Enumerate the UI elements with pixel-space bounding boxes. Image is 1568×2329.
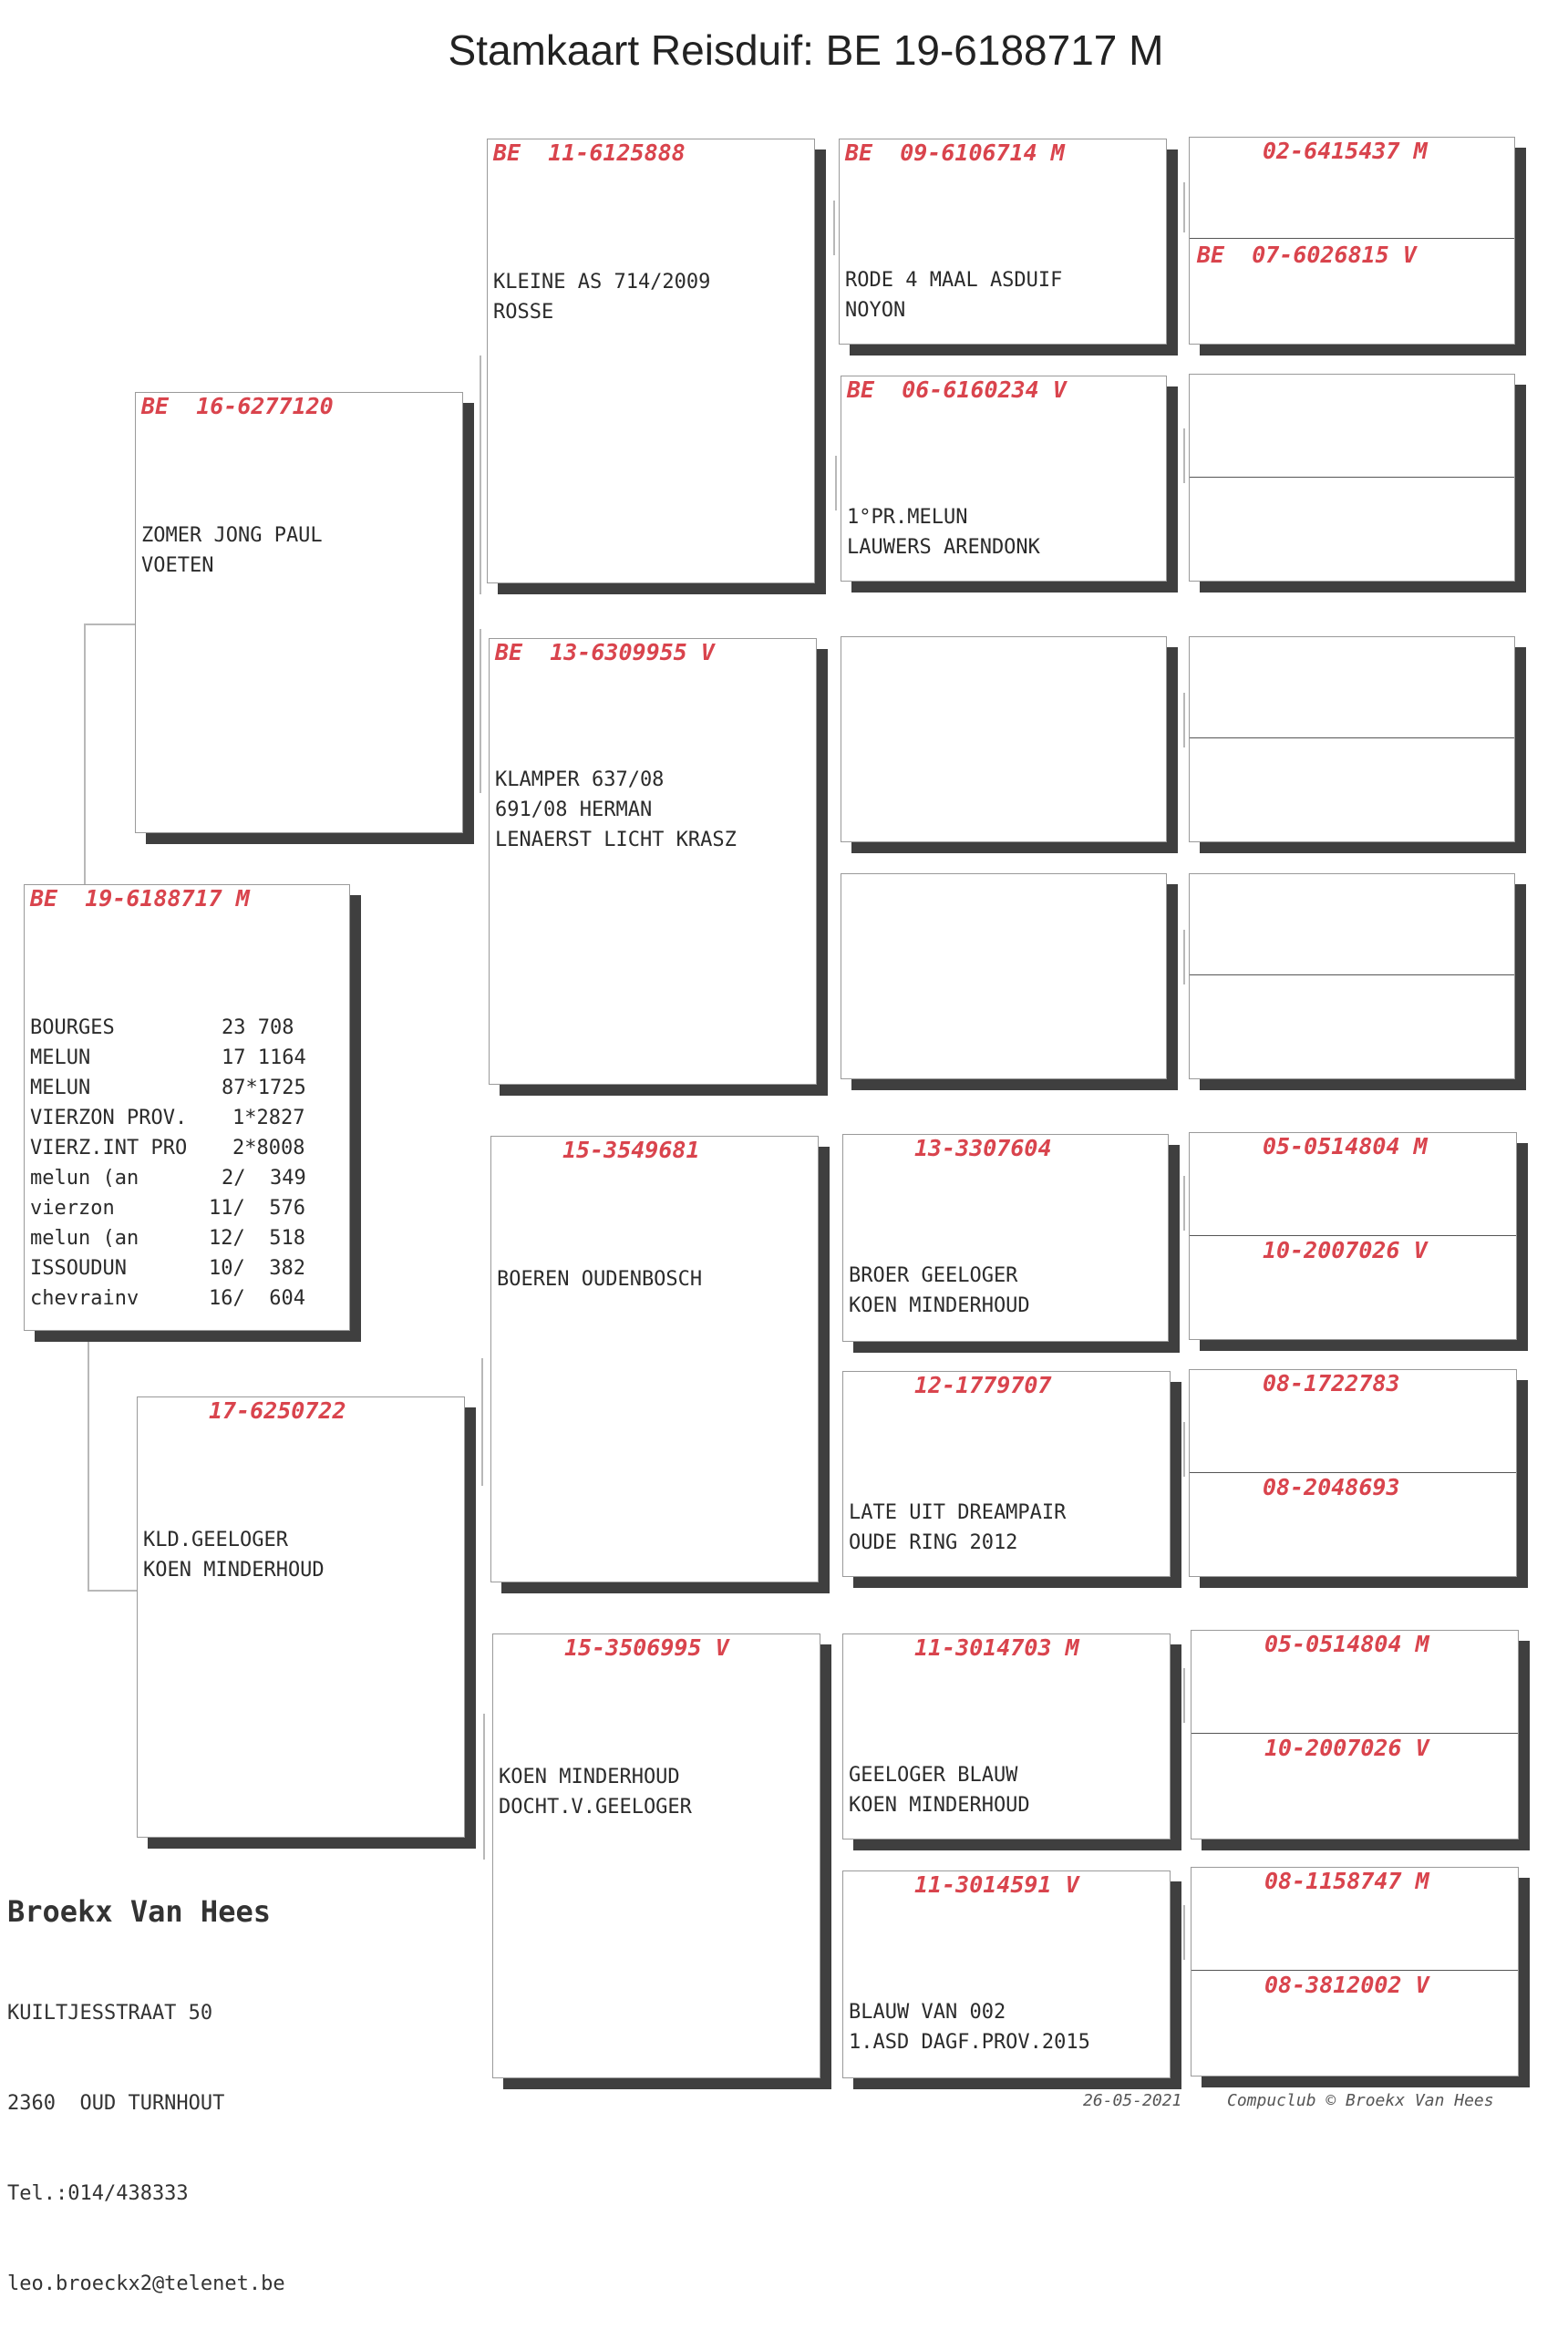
mfm-owner: OUDE RING 2012 — [849, 1531, 1018, 1554]
ggg-card-7 — [1191, 1630, 1519, 1839]
mff-ring-number: 13-3307604 — [914, 1135, 1052, 1161]
result-value: 87*1725 — [222, 1077, 306, 1099]
connector-line — [1183, 1905, 1185, 1960]
ff-ring-number: BE 11-6125888 — [493, 139, 686, 166]
breeder-address — [7, 1938, 285, 2329]
ggg-divider — [1190, 974, 1514, 975]
mm-ring-number: 15-3506995 V — [564, 1634, 729, 1661]
connector-line — [88, 1590, 137, 1592]
fm-name: KLAMPER 637/08 — [495, 768, 665, 791]
connector-line — [480, 356, 481, 594]
breeder-name: Broekx Van Hees — [7, 1894, 271, 1929]
ggg-card-3 — [1189, 636, 1515, 842]
father-card — [135, 392, 463, 833]
ggg-divider — [1191, 1970, 1518, 1971]
connector-line — [1183, 693, 1185, 747]
ggg7-top-ring: 05-0514804 M — [1264, 1631, 1429, 1657]
result-place: ISSOUDUN — [30, 1257, 127, 1280]
connector-line — [833, 201, 835, 255]
ggg5-bottom-ring: 10-2007026 V — [1263, 1237, 1428, 1263]
connector-line — [483, 1714, 485, 1860]
great-grandparent-card-ffm — [841, 376, 1167, 582]
ggg-divider — [1190, 238, 1514, 239]
grandparent-card-mm — [492, 1633, 820, 2078]
great-grandparent-card-fff — [839, 139, 1167, 345]
ggg-card-2 — [1189, 374, 1515, 582]
ggg8-bottom-ring: 08-3812002 V — [1264, 1972, 1429, 1998]
mm-owner: DOCHT.V.GEELOGER — [499, 1796, 692, 1819]
connector-line — [480, 629, 481, 793]
ffm-name: 1°PR.MELUN — [847, 506, 968, 529]
connector-line — [481, 1358, 483, 1486]
mm-name: KOEN MINDERHOUD — [499, 1766, 680, 1788]
result-value: 2/ 349 — [222, 1167, 306, 1190]
mmf-ring-number: 11-3014703 M — [914, 1634, 1079, 1661]
ggg-card-8 — [1191, 1867, 1519, 2077]
result-value: 23 708 — [222, 1016, 294, 1039]
connector-line — [84, 623, 135, 625]
connector-line — [1183, 1668, 1185, 1723]
ggg-divider — [1190, 477, 1514, 478]
mmm-ring-number: 11-3014591 V — [914, 1871, 1079, 1898]
result-value: 12/ 518 — [209, 1227, 305, 1250]
ggg6-bottom-ring: 08-2048693 — [1263, 1474, 1400, 1500]
mmf-name: GEELOGER BLAUW — [849, 1764, 1018, 1787]
breeder-street: KUILTJESSTRAAT 50 — [7, 2002, 213, 2025]
print-date: 26-05-2021 — [1083, 2091, 1182, 2110]
mf-name: BOEREN OUDENBOSCH — [497, 1268, 703, 1291]
fff-ring-number: BE 09-6106714 M — [845, 139, 1065, 166]
great-grandparent-card-mfm — [842, 1371, 1171, 1577]
mother-card — [137, 1396, 465, 1838]
mmf-owner: KOEN MINDERHOUD — [849, 1794, 1030, 1817]
father-name: ZOMER JONG PAUL — [141, 524, 323, 547]
result-place: MELUN — [30, 1046, 91, 1069]
result-value: 2*8008 — [232, 1137, 305, 1159]
breeder-email: leo.broeckx2@telenet.be — [7, 2272, 285, 2295]
result-value: 10/ 382 — [209, 1257, 305, 1280]
mfm-ring-number: 12-1779707 — [914, 1372, 1052, 1398]
ggg-card-1 — [1189, 137, 1515, 345]
footer-credit: Compuclub © Broekx Van Hees — [1227, 2091, 1494, 2110]
ffm-owner: LAUWERS ARENDONK — [847, 536, 1040, 559]
ggg-divider — [1190, 1472, 1516, 1473]
father-ring-number: BE 16-6277120 — [141, 393, 334, 419]
result-place: MELUN — [30, 1077, 91, 1099]
mff-owner: KOEN MINDERHOUD — [849, 1294, 1030, 1317]
connector-line — [1183, 1176, 1185, 1231]
ffm-ring-number: BE 06-6160234 V — [847, 376, 1067, 403]
connector-line — [1183, 930, 1185, 984]
result-place: VIERZ.INT PRO — [30, 1137, 188, 1159]
connector-line — [84, 623, 86, 888]
connector-line — [1183, 182, 1185, 232]
ggg-card-4 — [1189, 873, 1515, 1079]
mother-name: KLD.GEELOGER — [143, 1529, 288, 1551]
result-value: 17 1164 — [222, 1046, 306, 1069]
great-grandparent-card-fmf — [841, 636, 1167, 842]
ggg1-bottom-ring: BE 07-6026815 V — [1197, 242, 1417, 268]
ggg5-top-ring: 05-0514804 M — [1263, 1133, 1428, 1159]
ggg1-top-ring: 02-6415437 M — [1263, 138, 1428, 164]
result-place: BOURGES — [30, 1016, 115, 1039]
connector-line — [88, 1338, 89, 1592]
fm-line2: 691/08 HERMAN — [495, 799, 653, 821]
ggg8-top-ring: 08-1158747 M — [1264, 1868, 1429, 1894]
grandparent-card-mf — [490, 1136, 819, 1582]
mother-ring-number: 17-6250722 — [209, 1397, 346, 1424]
mfm-name: LATE UIT DREAMPAIR — [849, 1501, 1067, 1524]
breeder-city: 2360 OUD TURNHOUT — [7, 2092, 225, 2115]
breeder-phone: Tel.:014/438333 — [7, 2182, 189, 2205]
connector-line — [1183, 1422, 1185, 1477]
ggg-divider — [1190, 737, 1514, 738]
ff-owner: ROSSE — [493, 301, 554, 324]
connector-line — [1183, 428, 1185, 483]
mmm-name: BLAUW VAN 002 — [849, 2001, 1006, 2024]
result-place: chevrainv — [30, 1287, 139, 1310]
result-value: 1*2827 — [232, 1107, 305, 1129]
connector-line — [835, 456, 837, 510]
result-place: vierzon — [30, 1197, 115, 1220]
mother-owner: KOEN MINDERHOUD — [143, 1559, 325, 1582]
mff-name: BROER GEELOGER — [849, 1264, 1018, 1287]
ggg-divider — [1191, 1733, 1518, 1734]
mf-ring-number: 15-3549681 — [562, 1137, 700, 1163]
grandparent-card-ff — [487, 139, 815, 583]
great-grandparent-card-mff — [842, 1134, 1169, 1342]
ggg-card-5 — [1189, 1132, 1517, 1340]
great-grandparent-card-fmm — [841, 873, 1167, 1079]
result-place: VIERZON PROV. — [30, 1107, 188, 1129]
fff-owner: NOYON — [845, 299, 906, 322]
result-value: 16/ 604 — [209, 1287, 305, 1310]
ggg-divider — [1190, 1235, 1516, 1236]
grandparent-card-fm — [489, 638, 817, 1085]
mmm-owner: 1.ASD DAGF.PROV.2015 — [849, 2031, 1090, 2054]
fm-owner: LENAERST LICHT KRASZ — [495, 829, 737, 851]
page-title: Stamkaart Reisduif: BE 19-6188717 M — [448, 26, 1164, 74]
father-owner: VOETEN — [141, 554, 214, 577]
ggg-card-6 — [1189, 1369, 1517, 1577]
result-value: 11/ 576 — [209, 1197, 305, 1220]
fm-ring-number: BE 13-6309955 V — [495, 639, 715, 665]
fff-name: RODE 4 MAAL ASDUIF — [845, 269, 1063, 292]
ggg7-bottom-ring: 10-2007026 V — [1264, 1735, 1429, 1761]
great-grandparent-card-mmm — [842, 1870, 1171, 2078]
great-grandparent-card-mmf — [842, 1633, 1171, 1839]
ggg6-top-ring: 08-1722783 — [1263, 1370, 1400, 1396]
subject-pigeon-card — [24, 884, 350, 1331]
result-place: melun (an — [30, 1227, 139, 1250]
subject-ring-number: BE 19-6188717 M — [30, 885, 250, 912]
result-place: melun (an — [30, 1167, 139, 1190]
ff-name: KLEINE AS 714/2009 — [493, 271, 711, 294]
